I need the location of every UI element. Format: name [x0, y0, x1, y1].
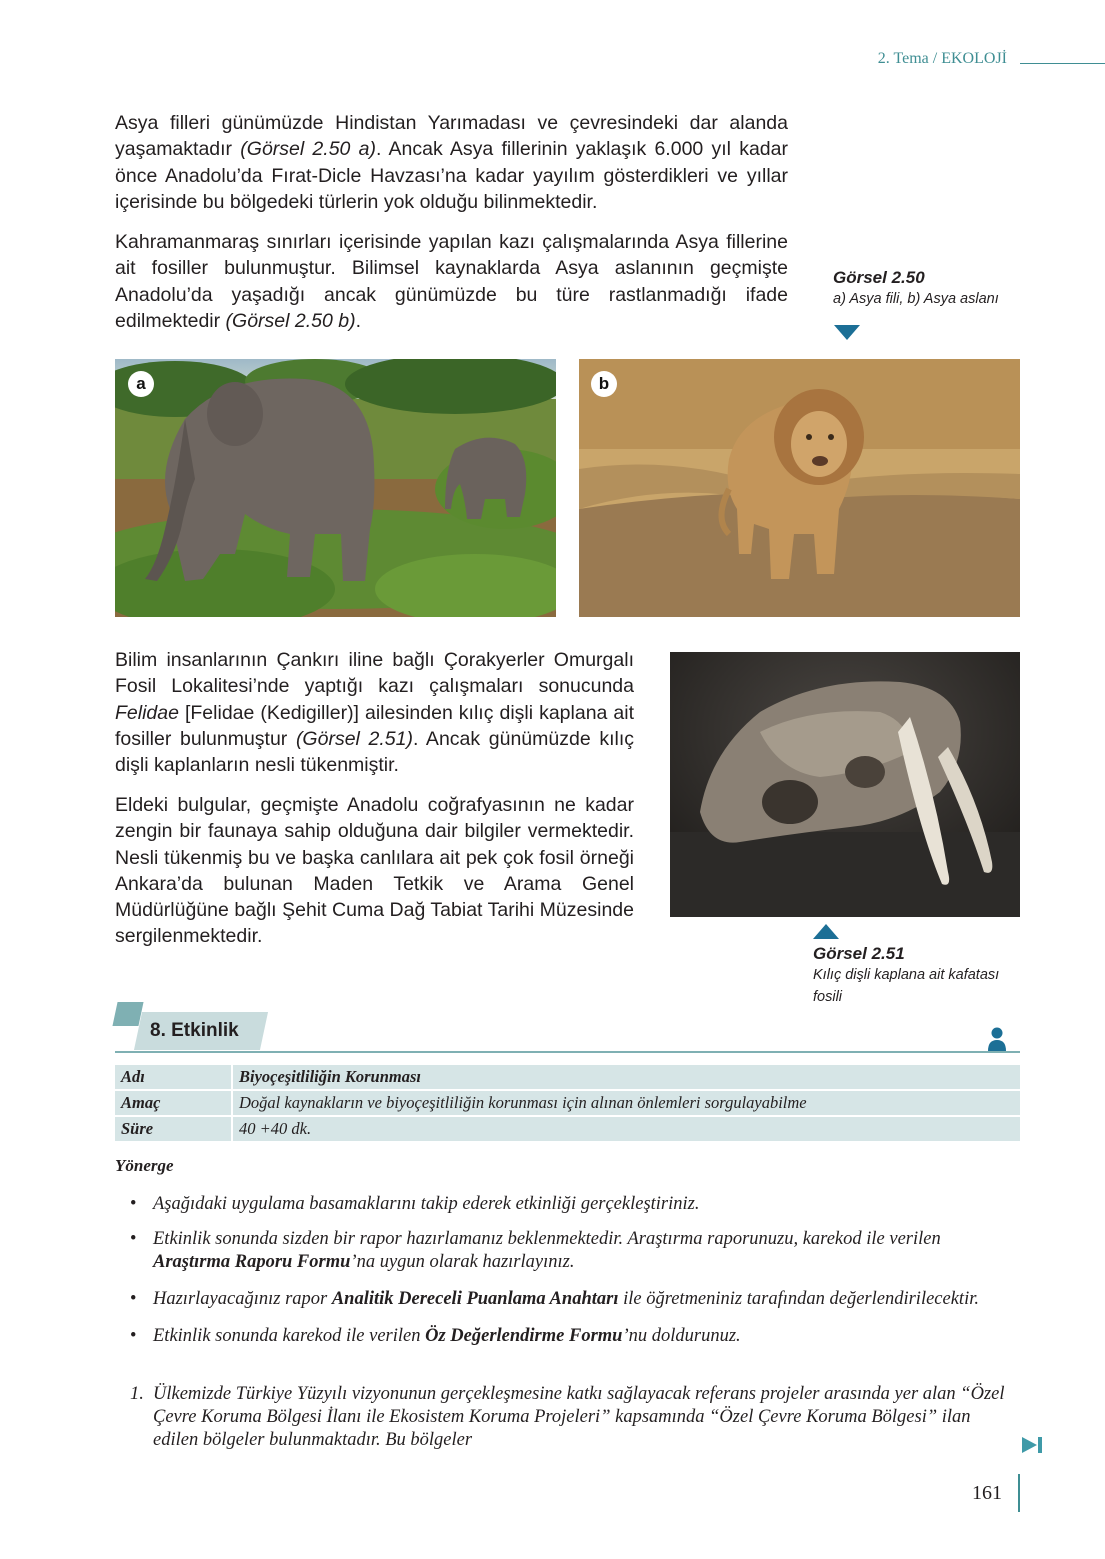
list-item: • Etkinlik sonunda karekod ile verilen Öz Değerlendirme Formu’nu doldurunuz. — [130, 1326, 741, 1346]
item-number: 1. — [130, 1384, 144, 1404]
table-key: Süre — [115, 1117, 231, 1141]
table-row — [115, 1091, 1020, 1115]
header-rule — [1020, 63, 1105, 64]
photo-asian-elephant — [115, 359, 556, 617]
table-key: Amaç — [115, 1091, 231, 1115]
page-number-rule — [1018, 1474, 1020, 1512]
table-value: 40 +40 dk. — [231, 1117, 1020, 1141]
activity-rule — [115, 1051, 1020, 1053]
caption-arrow-up-icon — [813, 924, 839, 939]
figure-250-title: Görsel 2.50 — [833, 268, 925, 287]
figure-251-title: Görsel 2.51 — [813, 944, 905, 963]
individual-activity-icon — [987, 1027, 1007, 1051]
activity-title: 8. Etkinlik — [150, 1020, 239, 1041]
paragraph-cankiri-fossils: Bilim insanlarının Çankırı iline bağlı Çorakyerler Omurgalı Fosil Lokalitesi’nde yaptığı kazı çalışmaları sonucunda Felidae [Felidae (Kedigiller)] ailesinden kılıç dişli kaplana ait fosiller bulunmuştur (Görsel 2.51). Ancak günümüzde kılıç dişli kaplanların nesli tükenmiştir. — [115, 649, 634, 777]
numbered-item-text: Ülkemizde Türkiye Yüzyılı vizyonunun gerçekleşmesine katkı sağlayacak referans projeler arasında yer alan “Özel Çevre Koruma Bölgesi İlanı ile Ekosistem Koruma Projeleri” kapsamında “Özel Çevre Koruma Bölgesi” ilan edilen bölgeler bulunmaktadır. Bu bölgeler — [153, 1384, 1005, 1450]
chapter-header: 2. Tema / EKOLOJİ — [877, 50, 1007, 67]
list-item: • Aşağıdaki uygulama basamaklarını takip ederek etkinliği gerçekleştiriniz. — [130, 1194, 700, 1214]
photo-label-b: b — [591, 371, 617, 397]
figure-251-subtitle: Kılıç dişli kaplana ait kafatası fosili — [813, 967, 1000, 1005]
instructions-list — [115, 1193, 1020, 1360]
figure-250-subtitle: a) Asya fili, b) Asya aslanı — [833, 291, 999, 307]
table-row — [115, 1117, 1020, 1141]
paragraph-kahramanmaras: Kahramanmaraş sınırları içerisinde yapılan kazı çalışmalarında Asya fillerine ait fosiller bulunmuştur. Bilimsel kaynaklarda Asya aslanının geçmişte Anadolu’da yaşadığı ancak günümüzde bu türe rastlanmadığı ifade edilmektedir (Görsel 2.50 b). — [115, 231, 788, 332]
paragraph-asian-elephants: Asya filleri günümüzde Hindistan Yarımadası ve çevresindeki dar alanda yaşamaktadır (Görsel 2.50 a). Ancak Asya fillerinin yaklaşık 6.000 yıl kadar önce Anadolu’da Fırat-Dicle Havzası’na kadar yayılım gösterdikleri ve yıllar içerisinde bu bölgedeki türlerin yok olduğu bilinmektedir. — [115, 112, 788, 213]
list-item: • Etkinlik sonunda sizden bir rapor hazırlamanız beklenmektedir. Araştırma raporunuzu, karekod ile verilen Araştırma Raporu Formu’na uygun olarak hazırlayınız. — [130, 1229, 941, 1272]
page-number: 161 — [972, 1482, 1002, 1504]
table-key: Adı — [115, 1065, 231, 1089]
table-value: Biyoçeşitliliğin Korunması — [231, 1065, 1020, 1089]
instructions-title: Yönerge — [115, 1156, 174, 1175]
figure-251-caption — [813, 944, 1028, 1008]
figure-250-caption — [833, 268, 1033, 310]
list-item: • Hazırlayacağınız rapor Analitik Dereceli Puanlama Anahtarı ile öğretmeniniz tarafından değerlendirilecektir. — [130, 1289, 979, 1309]
photo-asian-lion — [579, 359, 1020, 617]
table-value: Doğal kaynakların ve biyoçeşitliliğin korunması için alınan önlemleri sorgulayabilme — [231, 1091, 1020, 1115]
paragraph-anatolia-fauna: Eldeki bulgular, geçmişte Anadolu coğrafyasının ne kadar zengin bir faunaya sahip olduğuna dair bilgiler vermektedir. Nesli tükenmiş bu ve başka canlılara ait pek çok fosil örneği Ankara’da bulunan Maden Tetkik ve Arama Genel Müdürlüğüne bağlı Şehit Cuma Dağ Tabiat Tarihi Müzesinde sergilenmektedir. — [115, 794, 634, 948]
caption-arrow-down-icon — [834, 325, 860, 340]
activity-info-table — [115, 1063, 1020, 1143]
photo-label-a: a — [128, 371, 154, 397]
table-row — [115, 1065, 1020, 1089]
continue-next-icon[interactable] — [1022, 1437, 1044, 1453]
photo-sabretooth-skull — [670, 652, 1020, 917]
